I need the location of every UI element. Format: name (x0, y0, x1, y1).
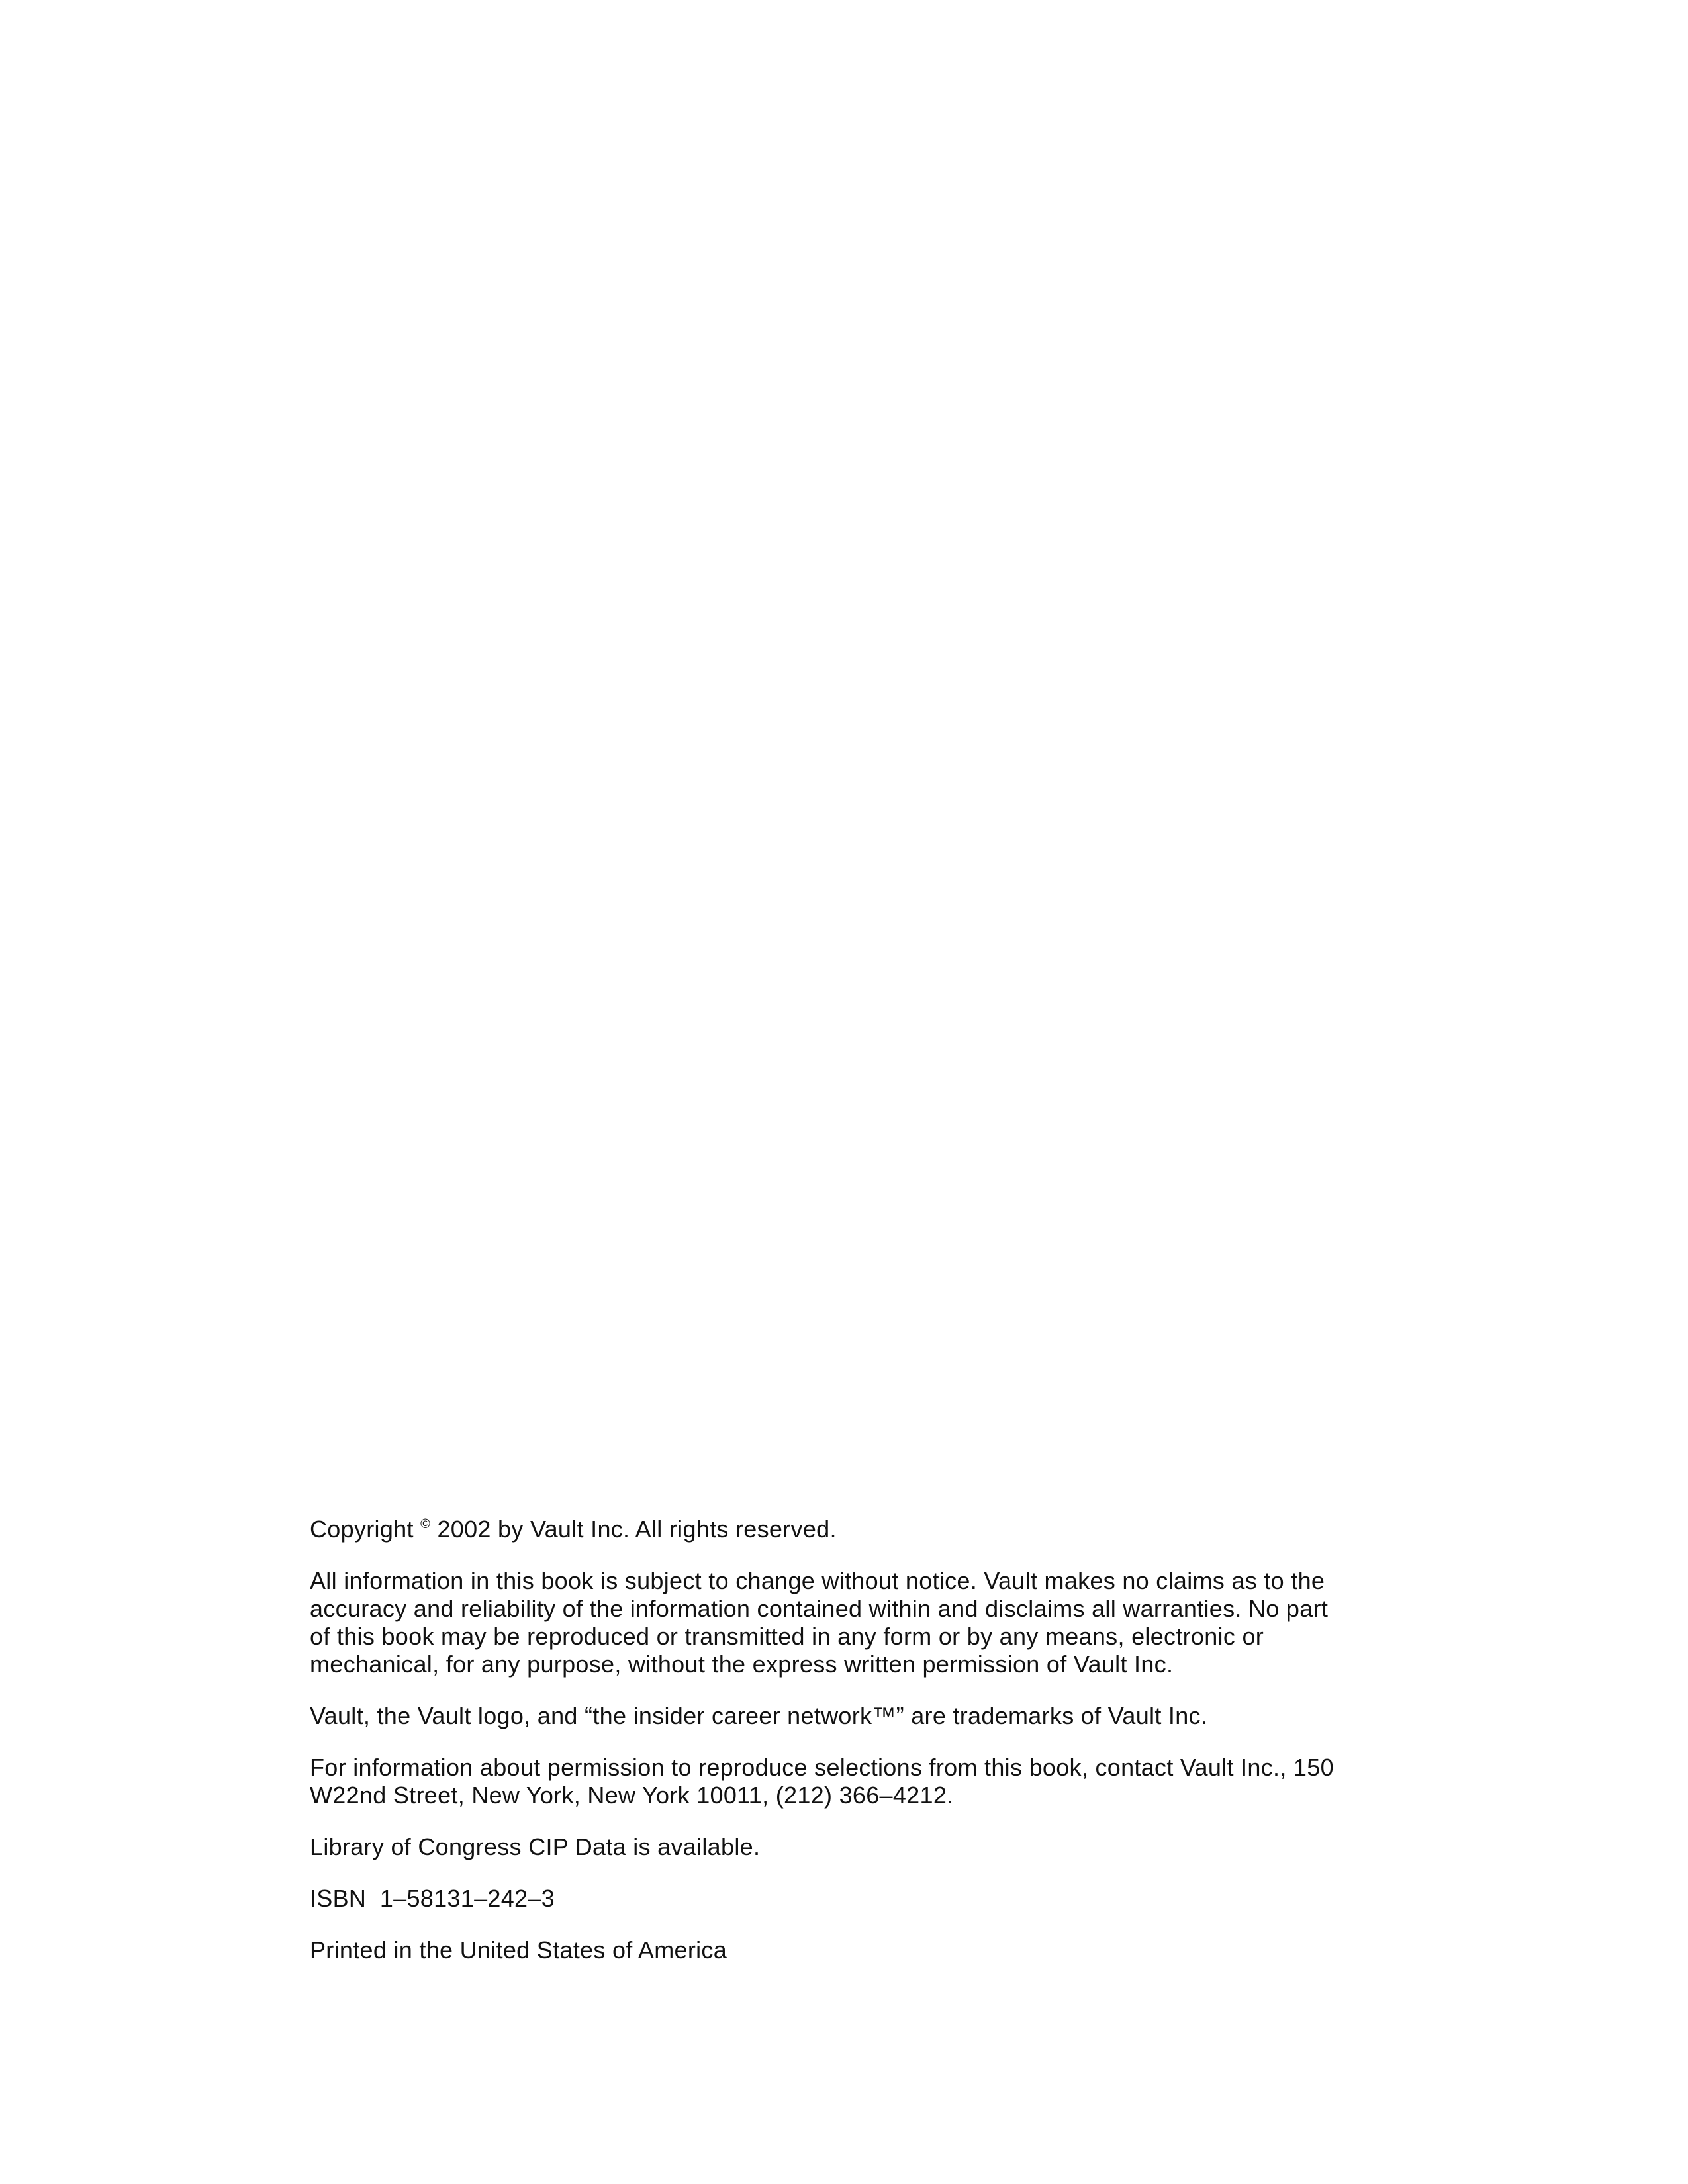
isbn-line: ISBN 1–58131–242–3 (310, 1885, 555, 1912)
printed-line: Printed in the United States of America (310, 1936, 727, 1964)
permissions-paragraph: For information about permission to reproduce selections from this book, contact Vault Inc., 150 W22nd Street, New York, New York 10011, (212) 366–4212. (310, 1754, 1334, 1809)
copyright-suffix: 2002 by Vault Inc. All rights reserved. (430, 1516, 837, 1543)
copyright-symbol: © (420, 1517, 431, 1531)
copyright-block (310, 1516, 1342, 1988)
copyright-prefix: Copyright (310, 1516, 414, 1543)
disclaimer-paragraph: All information in this book is subject to change without notice. Vault makes no claims as to the accuracy and reliability of the information contained within and disclaims all warranties. No part of this book may be reproduced or transmitted in any form or by any means, electronic or mechanical, for any purpose, without the express written permission of Vault Inc. (310, 1567, 1329, 1678)
copyright-line (310, 1516, 1342, 1543)
trademarks-paragraph: Vault, the Vault logo, and “the insider career network™” are trademarks of Vault Inc. (310, 1702, 1208, 1729)
cip-line: Library of Congress CIP Data is available. (310, 1833, 761, 1860)
